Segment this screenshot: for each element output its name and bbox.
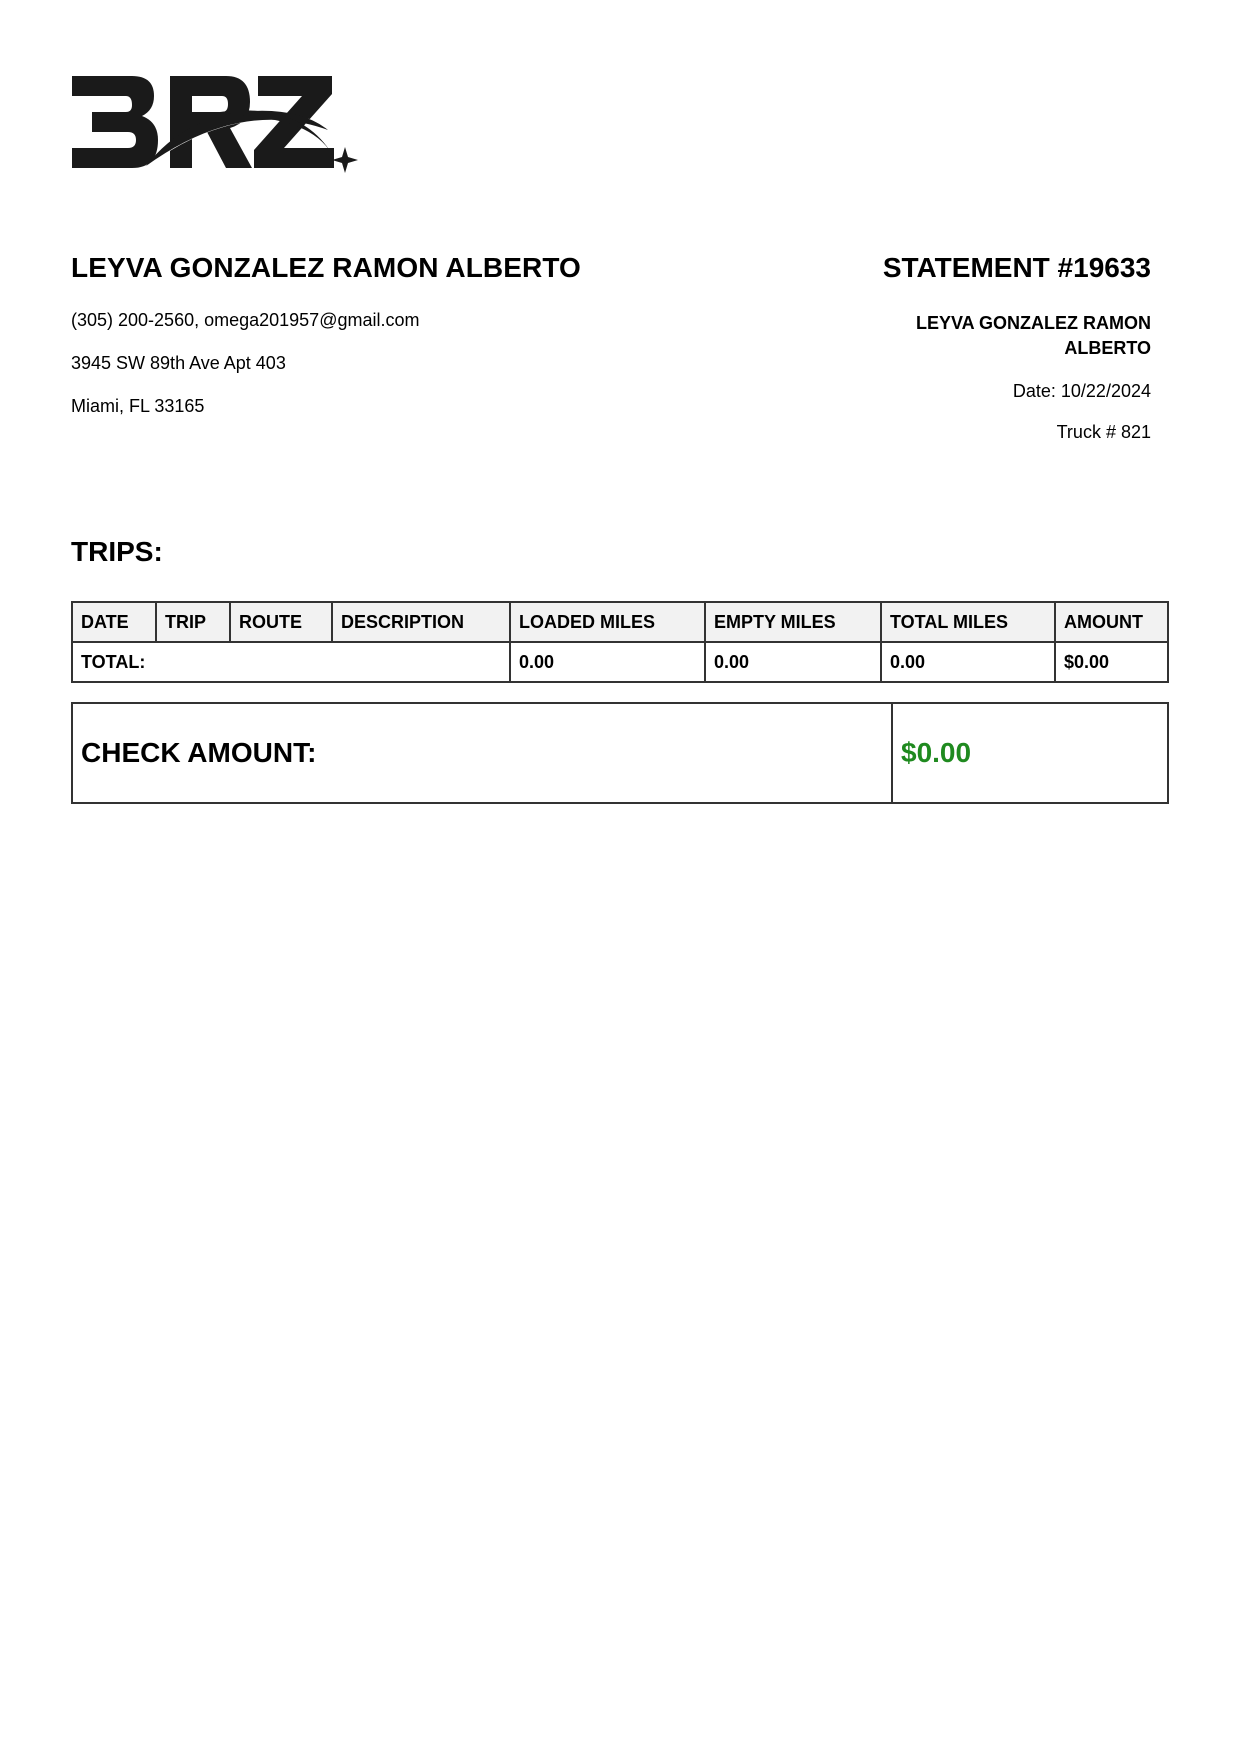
total-amount: $0.00 [1055, 642, 1168, 682]
statement-title: STATEMENT #19633 [882, 252, 1151, 283]
statement-block [671, 252, 1151, 443]
table-total-row [72, 642, 1168, 682]
trips-table [71, 601, 1169, 683]
check-amount-value: $0.00 [892, 703, 1168, 803]
total-empty-miles: 0.00 [705, 642, 881, 682]
column-header-trip: TRIP [156, 602, 230, 642]
driver-address-line2: Miami, FL 33165 [71, 396, 205, 416]
column-header-date: DATE [72, 602, 156, 642]
column-header-description: DESCRIPTION [332, 602, 510, 642]
statement-truck: Truck # 821 [1056, 422, 1151, 442]
brz-logo-icon [70, 72, 380, 197]
column-header-empty-miles: EMPTY MILES [705, 602, 881, 642]
check-amount-label: CHECK AMOUNT: [72, 703, 892, 803]
check-amount-table [71, 702, 1169, 804]
column-header-route: ROUTE [230, 602, 332, 642]
column-header-amount: AMOUNT [1055, 602, 1168, 642]
column-header-loaded-miles: LOADED MILES [510, 602, 705, 642]
total-label: TOTAL: [72, 642, 510, 682]
total-total-miles: 0.00 [881, 642, 1055, 682]
column-header-total-miles: TOTAL MILES [881, 602, 1055, 642]
company-logo [70, 72, 380, 197]
driver-address-line1: 3945 SW 89th Ave Apt 403 [71, 353, 286, 373]
statement-date: Date: 10/22/2024 [1012, 381, 1151, 401]
table-header-row [72, 602, 1168, 642]
driver-name: LEYVA GONZALEZ RAMON ALBERTO [71, 252, 581, 283]
driver-contact: (305) 200-2560, omega201957@gmail.com [71, 310, 420, 330]
trips-heading: TRIPS: [71, 536, 163, 567]
statement-driver-name: LEYVA GONZALEZ RAMON ALBERTO [916, 313, 1151, 358]
total-loaded-miles: 0.00 [510, 642, 705, 682]
